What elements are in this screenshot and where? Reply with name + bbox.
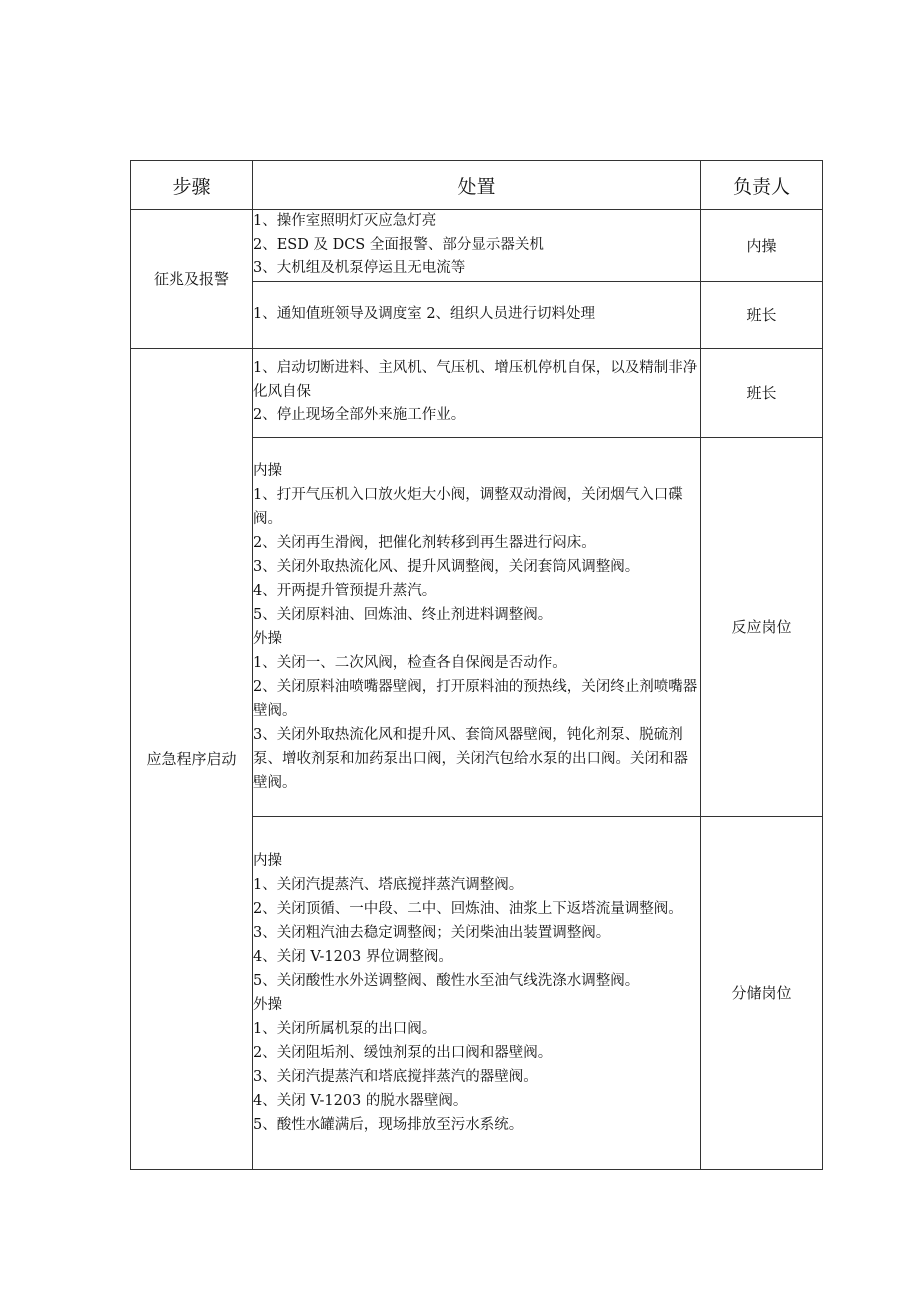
action-line: 3、关闭汽提蒸汽和塔底搅拌蒸汽的器壁阀。 xyxy=(253,1068,538,1085)
header-action: 处置 xyxy=(253,161,701,210)
header-owner: 负责人 xyxy=(701,161,823,210)
action-line: 内操 xyxy=(253,852,282,869)
action-line: 2、停止现场全部外来施工作业。 xyxy=(253,407,466,424)
owner-cell: 分储岗位 xyxy=(701,816,823,1169)
action-line: 3、关闭外取热流化风和提升风、套筒风器壁阀，钝化剂泵、脱硫剂泵、增收剂泵和加药泵出口阀，关闭汽包给水泵的出口阀。关闭和器壁阀。 xyxy=(253,726,688,791)
owner-cell: 内操 xyxy=(701,210,823,282)
action-line: 1、关闭一、二次风阀，检查各自保阀是否动作。 xyxy=(253,654,567,671)
action-line: 4、开两提升管预提升蒸汽。 xyxy=(253,582,437,599)
action-line: 2、关闭再生滑阀，把催化剂转移到再生器进行闷床。 xyxy=(253,534,596,551)
action-line: 2、关闭顶循、一中段、二中、回炼油、油浆上下返塔流量调整阀。 xyxy=(253,900,683,917)
action-line: 外操 xyxy=(253,630,282,647)
table-row xyxy=(131,348,823,437)
owner-cell: 反应岗位 xyxy=(701,437,823,816)
action-cell xyxy=(253,210,701,282)
header-row xyxy=(131,161,823,210)
action-line: 外操 xyxy=(253,996,282,1013)
action-line: 2、关闭阻垢剂、缓蚀剂泵的出口阀和器壁阀。 xyxy=(253,1044,553,1061)
action-cell xyxy=(253,281,701,348)
action-line: 5、关闭原料油、回炼油、终止剂进料调整阀。 xyxy=(253,606,553,623)
step-cell: 征兆及报警 xyxy=(131,210,253,349)
action-line: 3、关闭外取热流化风、提升风调整阀，关闭套筒风调整阀。 xyxy=(253,558,640,575)
action-line: 1、关闭所属机泵的出口阀。 xyxy=(253,1020,437,1037)
action-line: 内操 xyxy=(253,462,282,479)
action-line: 2、ESD 及 DCS 全面报警、部分显示器关机 xyxy=(253,236,544,253)
action-line: 1、打开气压机入口放火炬大小阀，调整双动滑阀，关闭烟气入口碟阀。 xyxy=(253,486,683,527)
owner-cell: 班长 xyxy=(701,281,823,348)
header-step: 步骤 xyxy=(131,161,253,210)
action-line: 1、操作室照明灯灭应急灯亮 xyxy=(253,213,437,229)
action-line: 1、启动切断进料、主风机、气压机、增压机停机自保，以及精制非净化风自保 xyxy=(253,360,698,400)
action-line: 1、关闭汽提蒸汽、塔底搅拌蒸汽调整阀。 xyxy=(253,876,524,893)
action-cell xyxy=(253,816,701,1169)
action-line: 4、关闭 V-1203 的脱水器壁阀。 xyxy=(253,1092,468,1109)
action-line: 3、大机组及机泵停运且无电流等 xyxy=(253,260,466,276)
action-line: 3、关闭粗汽油去稳定调整阀；关闭柴油出装置调整阀。 xyxy=(253,924,611,941)
action-cell xyxy=(253,437,701,816)
step-cell: 应急程序启动 xyxy=(131,348,253,1169)
owner-cell: 班长 xyxy=(701,348,823,437)
emergency-procedure-table xyxy=(130,160,823,1170)
action-line: 1、通知值班领导及调度室 2、组织人员进行切料处理 xyxy=(253,305,596,322)
action-line: 2、关闭原料油喷嘴器壁阀，打开原料油的预热线，关闭终止剂喷嘴器壁阀。 xyxy=(253,678,698,719)
action-line: 4、关闭 V-1203 界位调整阀。 xyxy=(253,948,453,965)
action-line: 5、酸性水罐满后，现场排放至污水系统。 xyxy=(253,1116,524,1133)
action-line: 5、关闭酸性水外送调整阀、酸性水至油气线洗涤水调整阀。 xyxy=(253,972,640,989)
action-cell xyxy=(253,348,701,437)
table-row xyxy=(131,210,823,282)
